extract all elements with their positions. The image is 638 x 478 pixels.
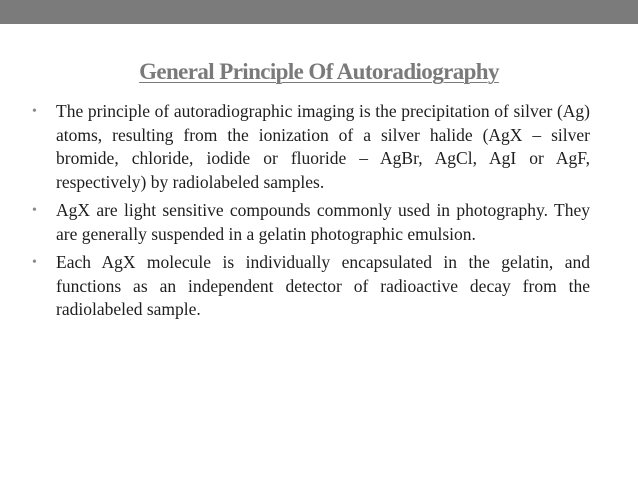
bullet-list <box>32 100 590 327</box>
bullet-item <box>32 251 590 322</box>
bullet-dot-icon: • <box>32 255 37 270</box>
slide-title <box>0 58 638 86</box>
bullet-text: AgX are light sensitive compounds commonly used in photography. They are generally suspended in a gelatin photographic emulsion. <box>56 200 590 244</box>
bullet-item <box>32 199 590 246</box>
bullet-text: Each AgX molecule is individually encapsulated in the gelatin, and functions as an independent detector of radioactive decay from the radiolabeled sample. <box>56 252 590 319</box>
bullet-item <box>32 100 590 194</box>
top-decorative-bar <box>0 0 638 24</box>
bullet-dot-icon: • <box>32 203 37 218</box>
bullet-dot-icon: • <box>32 104 37 119</box>
bullet-text: The principle of autoradiographic imaging is the precipitation of silver (Ag) atoms, resulting from the ionization of a silver halide (AgX – silver bromide, chloride, iodide or fluoride – AgBr, AgCl, AgI or AgF, respectively) by radiolabeled samples. <box>56 101 590 192</box>
slide-title-text: General Principle Of Autoradiography <box>139 59 499 84</box>
